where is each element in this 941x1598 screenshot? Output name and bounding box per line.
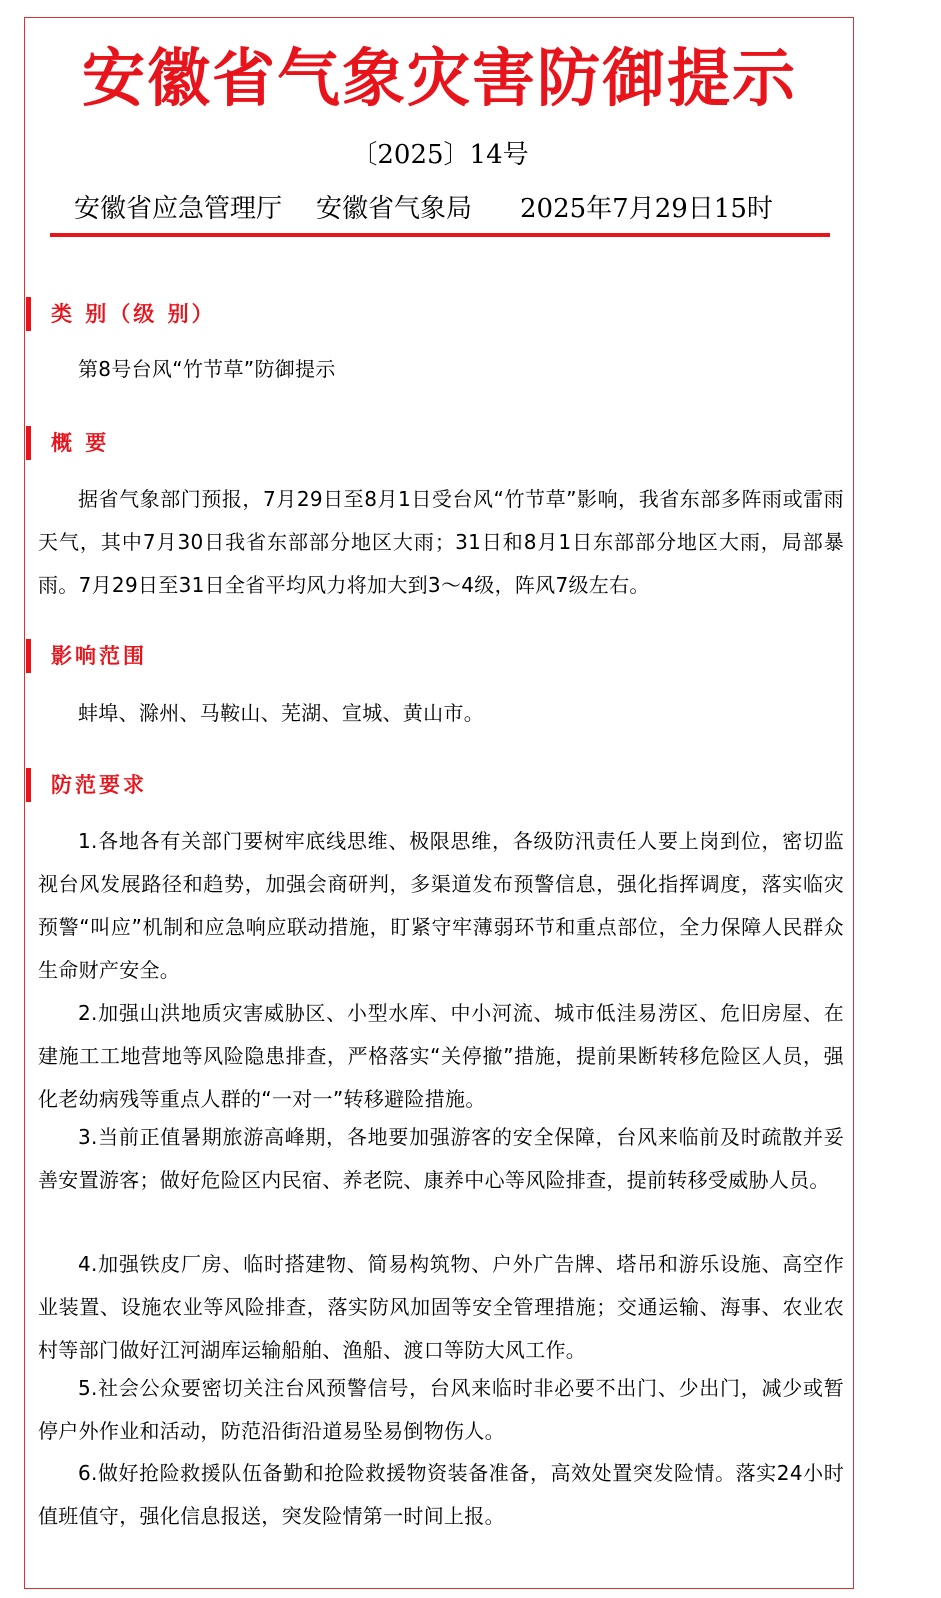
requirement-item-5: 5.社会公众要密切关注台风预警信号，台风来临时非必要不出门、少出门，减少或暂停户外作业和活动，防范沿街沿道易坠易倒物伤人。 bbox=[38, 1376, 844, 1443]
issuer-emergency-department: 安徽省应急管理厅 bbox=[74, 194, 283, 224]
header-divider bbox=[50, 233, 830, 237]
category-text: 第8号台风“竹节草”防御提示 bbox=[78, 357, 336, 381]
overview-text: 据省气象部门预报，7月29日至8月1日受台风“竹节草”影响，我省东部多阵雨或雷雨天气，其中7月30日我省东部部分地区大雨；31日和8月1日东部部分地区大雨，局部暴雨。7月29日至31日全省平均风力将加大到3～4级，阵风7级左右。 bbox=[38, 487, 844, 597]
requirement-item-4: 4.加强铁皮厂房、临时搭建物、简易构筑物、户外广告牌、塔吊和游乐设施、高空作业装置、设施农业等风险排查，落实防风加固等安全管理措施；交通运输、海事、农业农村等部门做好江河湖库运输船舶、渔船、渡口等防大风工作。 bbox=[38, 1252, 844, 1362]
scope-text: 蚌埠、滁州、马鞍山、芜湖、宣城、黄山市。 bbox=[78, 701, 484, 725]
section-heading-category: 类 别（级 别） bbox=[26, 297, 216, 331]
issuer-line bbox=[74, 191, 834, 227]
issue-datetime: 2025年7月29日15时 bbox=[520, 194, 773, 224]
section-heading-scope: 影响范围 bbox=[26, 639, 147, 673]
document-number: 〔2025〕14号 bbox=[351, 140, 529, 170]
requirement-item-1: 1.各地各有关部门要树牢底线思维、极限思维，各级防汛责任人要上岗到位，密切监视台风发展路径和趋势，加强会商研判，多渠道发布预警信息，强化指挥调度，落实临灾预警“叫应”机制和应急响应联动措施，盯紧守牢薄弱环节和重点部位，全力保障人民群众生命财产安全。 bbox=[38, 829, 844, 982]
document-title: 安徽省气象灾害防御提示 bbox=[82, 42, 797, 115]
section-heading-overview: 概 要 bbox=[26, 426, 109, 460]
requirement-item-3: 3.当前正值暑期旅游高峰期，各地要加强游客的安全保障，台风来临前及时疏散并妥善安置游客；做好危险区内民宿、养老院、康养中心等风险排查，提前转移受威胁人员。 bbox=[38, 1125, 844, 1192]
requirement-item-6: 6.做好抢险救援队伍备勤和抢险救援物资装备准备，高效处置突发险情。落实24小时值班值守，强化信息报送，突发险情第一时间上报。 bbox=[38, 1461, 844, 1528]
requirement-item-2: 2.加强山洪地质灾害威胁区、小型水库、中小河流、城市低洼易涝区、危旧房屋、在建施工工地营地等风险隐患排查，严格落实“关停撤”措施，提前果断转移危险区人员，强化老幼病残等重点人群的“一对一”转移避险措施。 bbox=[38, 1001, 844, 1111]
issuer-meteorological-bureau: 安徽省气象局 bbox=[316, 194, 473, 224]
section-heading-requirements: 防范要求 bbox=[26, 768, 147, 802]
